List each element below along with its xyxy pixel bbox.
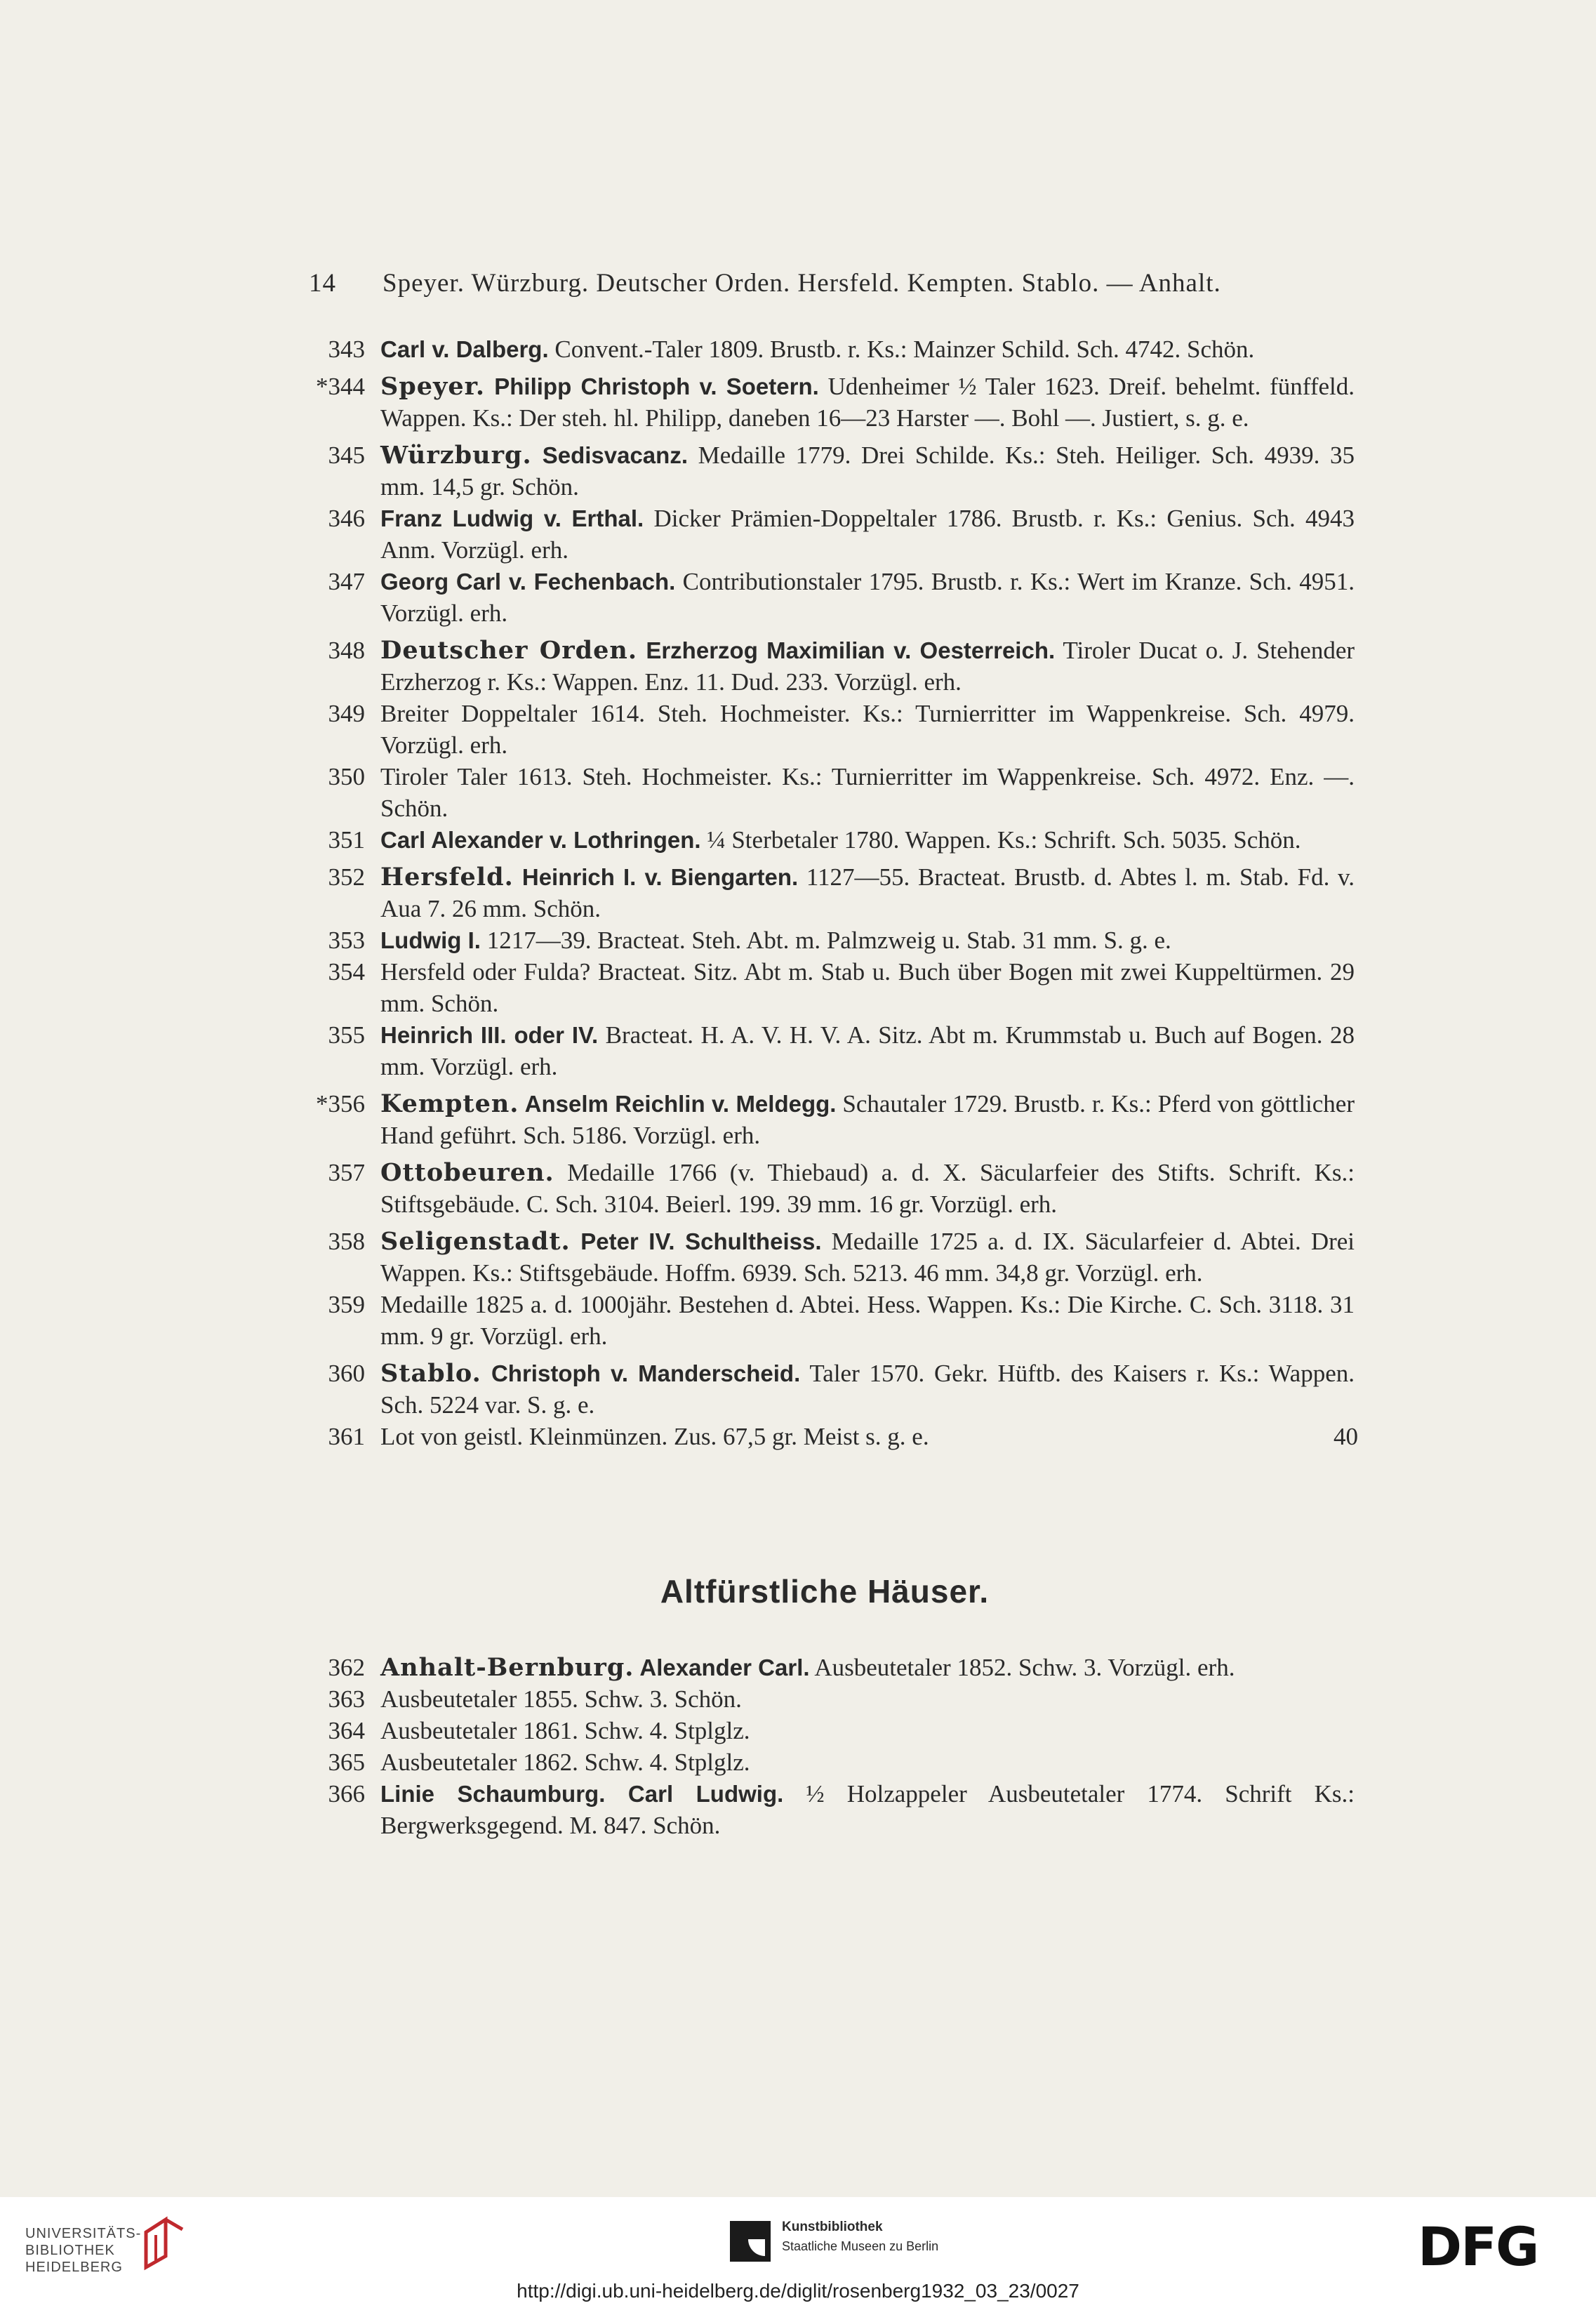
lot-description [380,924,1355,956]
lot-description [380,635,1355,698]
lot-entry [295,956,1355,1019]
lot-description [380,1157,1355,1220]
lot-description [380,1421,1355,1452]
lot-description [380,1019,1355,1082]
lot-entry [295,1226,1355,1289]
lot-ruler-name: Sedisvacanz. [531,442,688,468]
lot-text: 1217—39. Bracteat. Steh. Abt. m. Palmzweig u. Stab. 31 mm. S. g. e. [480,927,1171,954]
kb-subtitle: Staatliche Museen zu Berlin [782,2239,939,2253]
lot-entry [295,698,1355,761]
lot-ruler-name: Carl Alexander v. Lothringen. [380,827,701,853]
footer [0,2197,1596,2308]
lot-number: 343 [328,336,365,363]
lot-number: 363 [328,1685,365,1713]
lot-number: 364 [328,1717,365,1744]
lot-entry [295,1019,1355,1082]
lot-ruler-name: Carl v. Dalberg. [380,336,549,362]
lot-text: Schautaler 1729. Brustb. r. Ks.: Pferd von göttlicher Hand geführt. Sch. 5186. Vorzügl. erh. [380,1090,1355,1149]
lot-entry [295,1289,1355,1352]
source-url[interactable]: http://digi.ub.uni-heidelberg.de/diglit/rosenberg1932_03_23/0027 [517,2280,1079,2302]
lot-entry [295,1157,1355,1220]
lot-text: Tiroler Ducat o. J. Stehender Erzherzog r. Ks.: Wappen. Enz. 11. Dud. 233. Vorzügl. erh. [380,637,1355,696]
lot-description [380,1226,1355,1289]
ub-heidelberg-logo-icon [138,2215,187,2271]
lot-number: 350 [328,763,365,790]
lot-entry [295,1088,1355,1151]
lot-region-heading: Würzburg. [380,441,532,470]
running-title: Speyer. Würzburg. Deutscher Orden. Hersfeld. Kempten. Stablo. — Anhalt. [383,269,1221,298]
lot-region-heading: Deutscher Orden. [380,636,638,665]
lot-ruler-name: Erzherzog Maximilian v. Oesterreich. [637,637,1056,663]
lot-description [380,1289,1355,1352]
lot-number: *344 [316,373,365,400]
lot-entry [295,1778,1355,1841]
lot-number: 348 [328,637,365,664]
lot-text: Medaille 1779. Drei Schilde. Ks.: Steh. Heiliger. Sch. 4939. 35 mm. 14,5 gr. Schön. [380,442,1355,500]
lot-region-heading: Ottobeuren. [380,1158,554,1187]
lot-description [380,439,1355,503]
lot-number: 358 [328,1228,365,1255]
lot-entry [295,1683,1355,1715]
lot-entry [295,1746,1355,1778]
lot-region-heading: Stablo. [380,1359,481,1388]
lot-entry [295,503,1355,566]
lot-number: 345 [328,442,365,469]
lot-description [380,956,1355,1019]
lot-description [380,1088,1355,1151]
kunstbibliothek-icon [730,2221,771,2262]
lot-description [380,761,1355,824]
lot-ruler-name: Alexander Carl. [634,1654,810,1680]
lot-text: Medaille 1766 (v. Thiebaud) a. d. X. Säcularfeier des Stifts. Schrift. Ks.: Stiftsgebäude. C. Sch. 3104. Beierl. 199. 39 mm. 16 gr. Vorzügl. erh. [380,1159,1355,1218]
dfg-logo[interactable]: DFG [1418,2215,1538,2278]
lot-ruler-name: Peter IV. Schultheiss. [570,1228,822,1254]
lot-description [380,333,1355,365]
lot-number: 352 [328,863,365,891]
lot-region-heading: Seligenstadt. [380,1227,571,1256]
lot-entry [295,635,1355,698]
lot-text: Lot von geistl. Kleinmünzen. Zus. 67,5 gr. Meist s. g. e. [380,1423,929,1450]
lot-text: ¼ Sterbetaler 1780. Wappen. Ks.: Schrift. Sch. 5035. Schön. [700,826,1301,854]
lot-text: Ausbeutetaler 1861. Schw. 4. Stplglz. [380,1717,750,1744]
lot-number: *356 [316,1090,365,1117]
lot-ruler-name: Ludwig I. [380,927,481,953]
lot-description [380,824,1355,856]
lot-text: Ausbeutetaler 1862. Schw. 4. Stplglz. [380,1749,750,1776]
lot-ruler-name: Franz Ludwig v. Erthal. [380,505,644,531]
lot-text: Bracteat. H. A. V. H. V. A. Sitz. Abt m. Krummstab u. Buch auf Bogen. 28 mm. Vorzügl. erh. [380,1021,1355,1080]
lot-text: Contributionstaler 1795. Brustb. r. Ks.: Wert im Kranze. Sch. 4951. Vorzügl. erh. [380,568,1355,627]
lot-region-heading: Kempten. [380,1089,519,1118]
lot-entry [295,333,1355,365]
ub-line: UNIVERSITÄTS- [25,2226,142,2241]
lot-ruler-name: Georg Carl v. Fechenbach. [380,569,676,595]
lot-entry [295,1715,1355,1746]
lot-entry [295,761,1355,824]
ub-line: HEIDELBERG [25,2260,123,2275]
kb-title: Kunstbibliothek [782,2220,883,2234]
lot-text: Ausbeutetaler 1852. Schw. 3. Vorzügl. erh. [809,1654,1235,1681]
lot-number: 355 [328,1021,365,1049]
lot-number: 359 [328,1291,365,1318]
lot-number: 365 [328,1749,365,1776]
lot-ruler-name: Linie Schaumburg. Carl Ludwig. [380,1781,784,1807]
ub-line: BIBLIOTHEK [25,2243,115,2258]
lot-description [380,503,1355,566]
lot-list-anhalt [295,1646,1355,1841]
lot-entry [295,1421,1358,1452]
lot-text: Breiter Doppeltaler 1614. Steh. Hochmeister. Ks.: Turnierritter im Wappenkreise. Sch. 4979. Vorzügl. erh. [380,700,1355,759]
lot-text: Hersfeld oder Fulda? Bracteat. Sitz. Abt m. Stab u. Buch über Bogen mit zwei Kuppeltürmen. 29 mm. Schön. [380,958,1355,1017]
lot-price: 40 [1334,1423,1358,1450]
lot-text: Taler 1570. Gekr. Hüftb. des Kaisers r. Ks.: Wappen. Sch. 5224 var. S. g. e. [380,1360,1355,1419]
lot-description [380,1778,1355,1841]
lot-number: 349 [328,700,365,727]
lot-ruler-name: Heinrich III. oder IV. [380,1022,599,1048]
lot-text: Dicker Prämien-Doppeltaler 1786. Brustb. r. Ks.: Genius. Sch. 4943 Anm. Vorzügl. erh. [380,505,1355,564]
lot-number: 366 [328,1780,365,1808]
lot-number: 347 [328,568,365,595]
lot-number: 360 [328,1360,365,1387]
lot-description [380,566,1355,629]
lot-description [380,698,1355,761]
lot-description [380,1683,1355,1715]
lot-ruler-name: Christoph v. Manderscheid. [481,1360,801,1386]
lot-ruler-name: Philipp Christoph v. Soetern. [485,373,819,399]
lot-ruler-name: Heinrich I. v. Biengarten. [513,864,799,890]
lot-number: 354 [328,958,365,986]
lot-text: Medaille 1825 a. d. 1000jähr. Bestehen d. Abtei. Hess. Wappen. Ks.: Die Kirche. C. Sch. 3118. 31 mm. 9 gr. Vorzügl. erh. [380,1291,1355,1350]
lot-description [380,1715,1355,1746]
lot-region-heading: Hersfeld. [380,863,514,891]
lot-number: 351 [328,826,365,854]
section-title: Altfürstliche Häuser. [660,1573,990,1610]
running-head [309,268,1348,298]
lot-description [380,1746,1355,1778]
ub-heidelberg-logo-text[interactable] [25,2225,141,2276]
lot-entry [295,1358,1355,1421]
lot-entry [295,566,1355,629]
lot-ruler-name: Anselm Reichlin v. Meldegg. [519,1091,837,1117]
lot-description [380,1652,1355,1683]
lot-entry [295,924,1355,956]
lot-region-heading: Anhalt-Bernburg. [380,1653,634,1682]
lot-text: Tiroler Taler 1613. Steh. Hochmeister. Ks.: Turnierritter im Wappenkreise. Sch. 4972. Enz. —. Schön. [380,763,1355,822]
lot-text: 1127—55. Bracteat. Brustb. d. Abtes l. m. Stab. Fd. v. Aua 7. 26 mm. Schön. [380,863,1355,922]
lot-entry [295,439,1355,503]
lot-number: 362 [328,1654,365,1681]
lot-entry [295,371,1355,434]
lot-text: Medaille 1725 a. d. IX. Säcularfeier d. Abtei. Drei Wappen. Ks.: Stiftsgebäude. Hoffm. 6939. Sch. 5213. 46 mm. 34,8 gr. Vorzügl. erh. [380,1228,1355,1287]
lot-number: 353 [328,927,365,954]
lot-text: Convent.-Taler 1809. Brustb. r. Ks.: Mainzer Schild. Sch. 4742. Schön. [548,336,1255,363]
lot-entry [295,861,1355,924]
lot-number: 357 [328,1159,365,1186]
lot-description [380,861,1355,924]
lot-region-heading: Speyer. [380,372,486,401]
lot-description [380,1358,1355,1421]
lot-description [380,371,1355,434]
lot-number: 346 [328,505,365,532]
page-number: 14 [309,269,336,298]
lot-text: ½ Holzappeler Ausbeutetaler 1774. Schrift Ks.: Bergwerksgegend. M. 847. Schön. [380,1780,1355,1839]
lot-list [295,333,1358,1452]
lot-text: Udenheimer ½ Taler 1623. Dreif. behelmt. fünffeld. Wappen. Ks.: Der steh. hl. Philipp, daneben 16—23 Harster —. Bohl —. Justiert, s. g. e. [380,373,1355,432]
lot-number: 361 [328,1423,365,1450]
lot-entry [295,824,1355,856]
lot-text: Ausbeutetaler 1855. Schw. 3. Schön. [380,1685,742,1713]
lot-entry [295,1652,1355,1683]
